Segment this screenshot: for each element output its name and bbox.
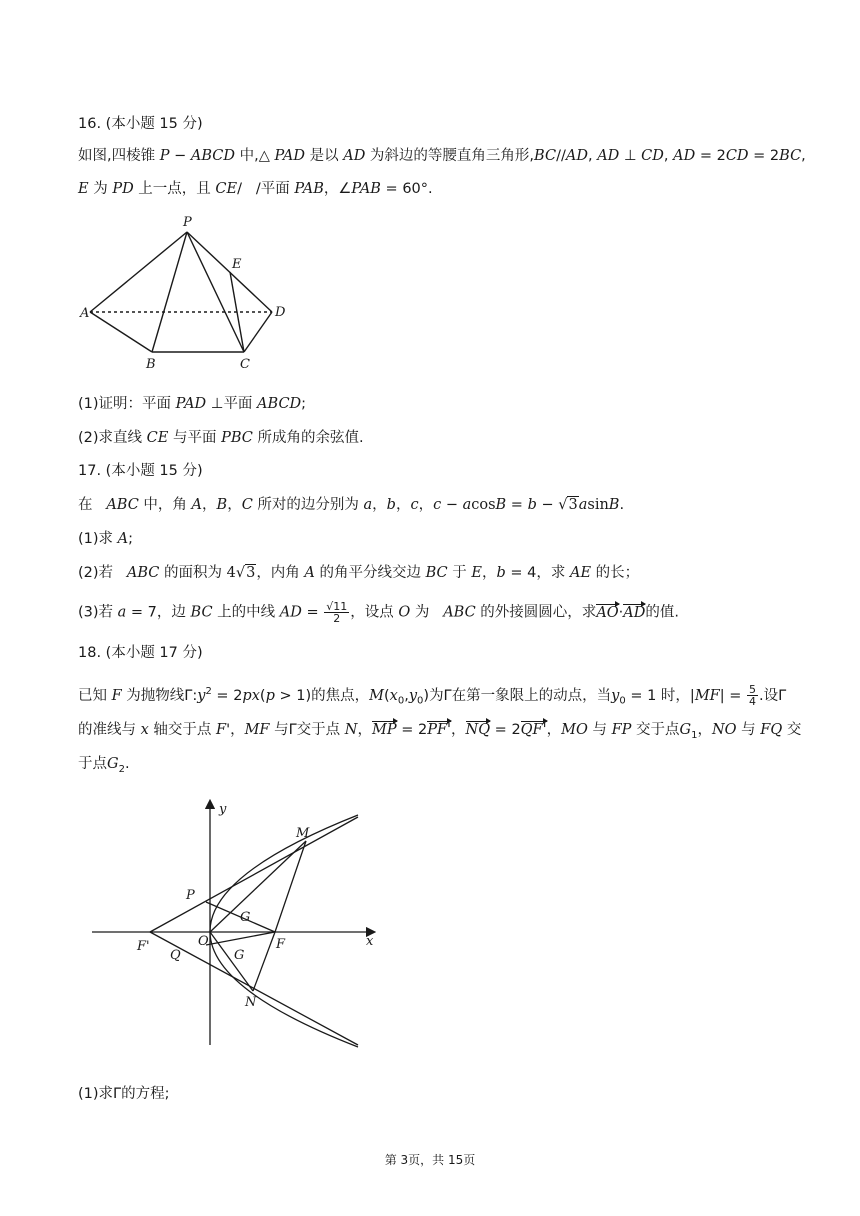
q18-header: 18. (本小题 17 分) [78,645,203,661]
label-P: P [183,215,192,230]
q16-part1: (1)证明：平面 PAD ⊥平面 ABCD; [78,396,307,412]
label-G1: G [240,910,251,925]
pyramid-figure [78,210,298,375]
q16-part2: (2)求直线 CE 与平面 PBC 所成角的余弦值. [78,430,364,446]
label-A: A [80,306,90,321]
q17-intro: 在 ABC 中，角 A，B，C 所对的边分别为 a，b，c，c − acosB = b − √3asinB. [78,497,625,513]
label-O: O [198,934,209,949]
label-Fprime: F' [137,939,150,954]
q17-part2: (2)若 ABC 的面积为 4√3，内角 A 的角平分线交边 BC 于 E，b = 4，求 AE 的长； [78,565,640,581]
q18-part1: (1)求Γ的方程; [78,1086,170,1102]
label-B: B [146,357,156,372]
label-Q: Q [170,948,181,963]
label-G2: G [234,948,245,963]
q16-header: 16. (本小题 15 分) [78,116,203,132]
label-N: N [245,995,257,1010]
q18-line1: 已知 F 为抛物线$\Gamma:y^2 = 2px(p > 1)$的焦点，$M(x_0,y_0)$为Γ在第一象限上的动点，当$y_0 = 1$ 时，|MF| = $\frac{5}{4}$ .设Γ [78,683,787,709]
label-F: F [276,937,286,952]
q18-line3: 于点$G_2$. [78,756,130,775]
label-C: C [240,357,250,372]
q17-part3: (3)若 a = 7，边 BC 上的中线 AD = $\frac{√11}{2}$ ，设点 O 为 ABC 的外接圆圆心，求AO·AD的值. [78,600,679,625]
label-E: E [232,257,242,272]
label-M: M [296,826,310,841]
page-footer: 第 3页，共 15页 [384,1153,476,1167]
parabola-figure [88,795,388,1055]
q17-part1: (1)求 A; [78,531,134,547]
label-P2: P [186,888,195,903]
q16-intro-line2: E 为 PD 上一点，且 CE/ /平面 PAB，∠PAB = 60°. [78,181,433,197]
label-y: y [219,802,227,817]
q17-header: 17. (本小题 15 分) [78,463,203,479]
q16-intro-line1: 如图,四棱锥 P − ABCD 中,△ PAD 是以 AD 为斜边的等腰直角三角形,BC//AD, AD ⊥ CD, AD = 2CD = 2BC, [78,148,806,164]
label-x: x [366,934,374,949]
q18-line2: 的准线与 x 轴交于点 F'，MF 与Γ交于点 N，MP = 2PF'，NQ = 2QF'，MO 与 FP 交于点$G_1$，NO 与 FQ 交 [78,722,802,741]
label-D: D [275,305,286,320]
